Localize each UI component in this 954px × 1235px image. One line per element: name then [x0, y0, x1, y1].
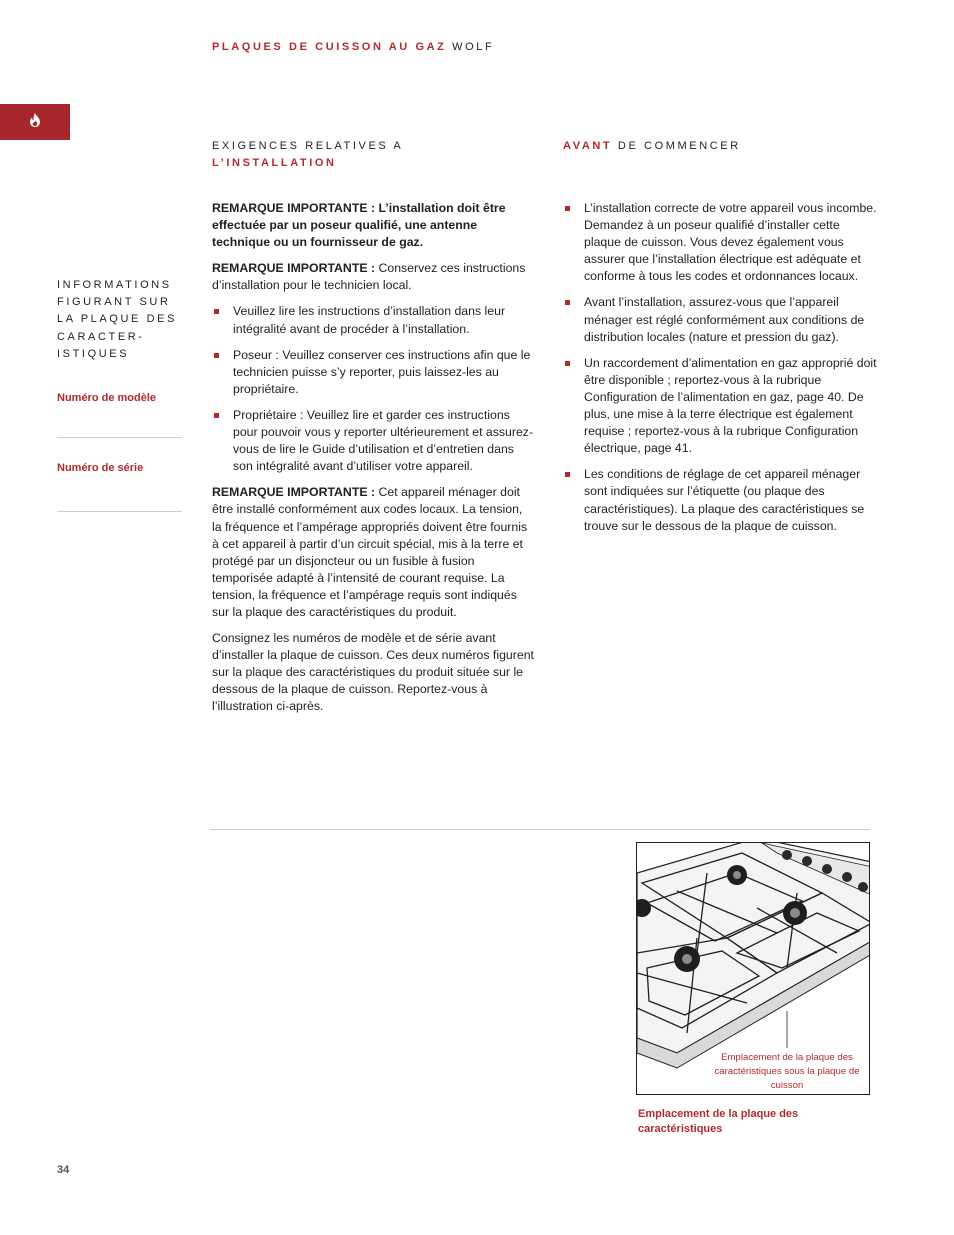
right-column	[563, 200, 879, 544]
header-title-red: PLAQUES DE CUISSON AU GAZ	[212, 41, 447, 53]
left-section-title-line2: L’INSTALLATION	[212, 157, 337, 169]
figure-caption: Emplacement de la plaque des caractéristiques	[638, 1108, 799, 1135]
list-item: Veuillez lire les instructions d’installation dans leur intégralité avant de procéder à l’installation.	[212, 303, 534, 337]
page-header	[212, 41, 494, 53]
list-item: Un raccordement d’alimentation en gaz approprié doit être disponible ; reportez-vous à la rubrique Configuration de l’alimentation en gaz, page 40. De plus, une mise à la terre électrique est également requise ; reportez-vous à la rubrique Configuration électrique, page 41.	[563, 355, 879, 458]
note-2: REMARQUE IMPORTANTE : Conservez ces instructions d’installation pour le technicien local.	[212, 261, 526, 293]
right-section-title	[563, 138, 741, 155]
flame-icon	[29, 113, 41, 132]
model-number-label: Numéro de modèle	[57, 392, 157, 404]
bullet-square-icon	[565, 300, 570, 305]
right-section-title-red: AVANT	[563, 140, 613, 152]
model-number-rule	[57, 437, 182, 438]
right-section-title-gray: DE COMMENCER	[617, 140, 741, 152]
note-3: REMARQUE IMPORTANTE : Cet appareil ménager doit être installé conformément aux codes locaux. La tension, la fréquence et l’ampérage appropriés doivent être fournis à cet appareil à partir d’un circuit spécial, mis à la terre et protégé par un disjoncteur ou un fusible à fusion temporisée adapté à l’intensité de courant requise. La tension, la fréquence et l’ampérage requis sont indiqués sur la plaque des caractéristiques du produit.	[212, 485, 528, 619]
list-item: Les conditions de réglage de cet appareil ménager sont indiquées sur l’étiquette (ou plaque des caractéristiques). La plaque des caractéristiques se trouve sur le dessous de la plaque de cuisson.	[563, 466, 879, 534]
install-bullet-list	[212, 303, 534, 475]
bullet-square-icon	[214, 413, 219, 418]
note-1: REMARQUE IMPORTANTE : L’installation doit être effectuée par un poseur qualifié, une antenne technique ou un fournisseur de gaz.	[212, 201, 506, 250]
bullet-square-icon	[565, 206, 570, 211]
serial-number-rule	[57, 511, 182, 512]
bullet-square-icon	[214, 309, 219, 314]
page-number: 34	[57, 1164, 70, 1176]
list-item: Propriétaire : Veuillez lire et garder ces instructions pour pouvoir vous y reporter ultérieurement et assurez-vous de lire le Guide d’utilisation et d’entretien dans son intégralité avant d’utiliser votre appareil.	[212, 407, 534, 475]
header-title-gray: WOLF	[452, 41, 495, 53]
list-item: Avant l’installation, assurez-vous que l’appareil ménager est réglé conformément aux conditions de distribution locales (nature et pression du gaz).	[563, 294, 879, 345]
left-section-title-line1: EXIGENCES RELATIVES A	[212, 140, 404, 152]
bullet-square-icon	[565, 361, 570, 366]
sidebar-heading: INFORMATIONS FIGURANT SUR LA PLAQUE DES CARACTER-ISTIQUES	[57, 279, 178, 360]
list-item: Poseur : Veuillez conserver ces instructions afin que le technicien puisse s’y reporter, puis laissez-les au propriétaire.	[212, 347, 534, 398]
serial-number-label: Numéro de série	[57, 462, 144, 474]
cooktop-illustration	[636, 842, 870, 1095]
section-divider	[210, 829, 870, 830]
before-start-bullet-list	[563, 200, 879, 535]
record-numbers-paragraph: Consignez les numéros de modèle et de série avant d’installer la plaque de cuisson. Ces deux numéros figurent sur la plaque des caractéristiques du produit située sur le dessous de la plaque de cuisson. Reportez-vous à l’illustration ci-après.	[212, 631, 534, 714]
figure-note: Emplacement de la plaque des caractéristiques sous la plaque de cuisson	[714, 1052, 860, 1091]
left-column	[212, 200, 534, 725]
bullet-square-icon	[214, 353, 219, 358]
left-section-title	[212, 138, 403, 172]
list-item: L’installation correcte de votre appareil vous incombe. Demandez à un poseur qualifié d’installer cette plaque de cuisson. Vous devez également vous assurer que l’installation électrique est adéquate et conforme à tous les codes et ordonnances locaux.	[563, 200, 879, 285]
bullet-square-icon	[565, 472, 570, 477]
section-tab	[0, 104, 70, 140]
